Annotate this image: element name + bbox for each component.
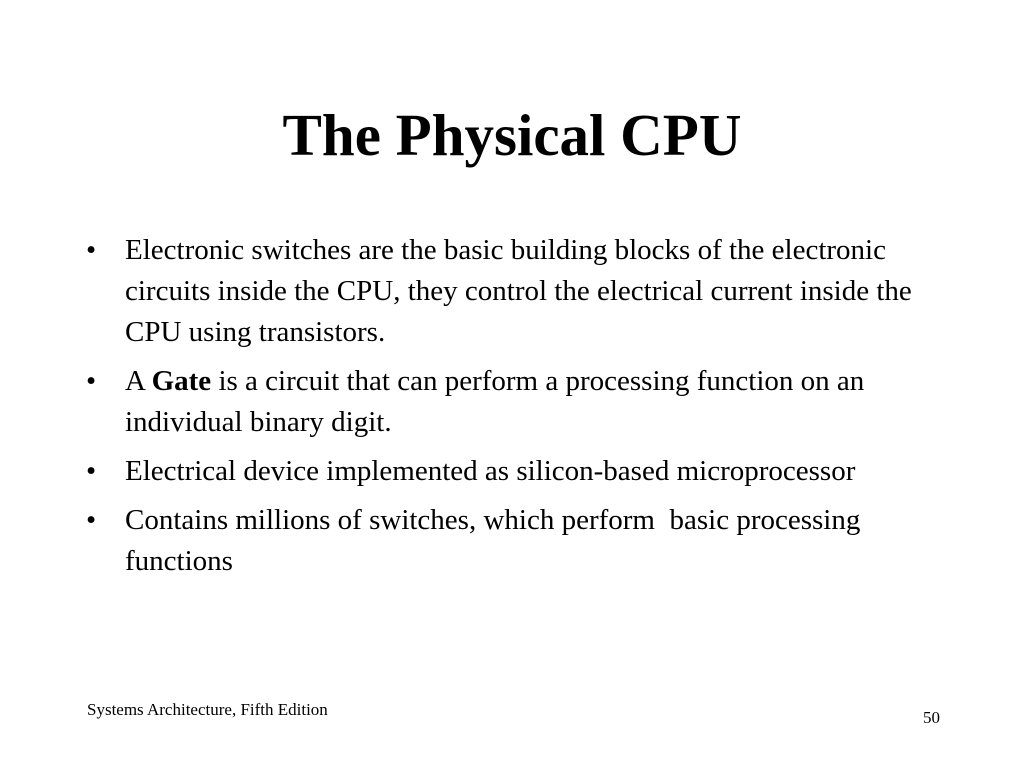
- bullet-marker: •: [86, 365, 97, 397]
- slide-title: The Physical CPU: [282, 102, 742, 168]
- bullet-text-suffix: is a circuit that can perform a processing function on an individual binary digit.: [125, 365, 865, 438]
- page-number: 50: [923, 708, 940, 727]
- bullet-item: [86, 500, 936, 582]
- bullet-text-bold-term: Gate: [151, 365, 212, 397]
- bullet-text-prefix: A: [125, 365, 152, 397]
- bullet-text: Electrical device implemented as silicon-based microprocessor: [125, 455, 856, 487]
- bullet-text: Contains millions of switches, which perform basic processing functions: [125, 504, 868, 577]
- bullet-list: [86, 230, 936, 590]
- bullet-text: Electronic switches are the basic building blocks of the electronic circuits inside the CPU, they control the electrical current inside the CPU using transistors.: [125, 234, 912, 348]
- bullet-item: [86, 230, 936, 353]
- bullet-marker: •: [86, 234, 97, 266]
- bullet-marker: •: [86, 504, 97, 536]
- bullet-marker: •: [86, 455, 97, 487]
- footer-text: Systems Architecture, Fifth Edition: [87, 700, 328, 719]
- bullet-item: [86, 361, 936, 443]
- bullet-item: [86, 451, 936, 492]
